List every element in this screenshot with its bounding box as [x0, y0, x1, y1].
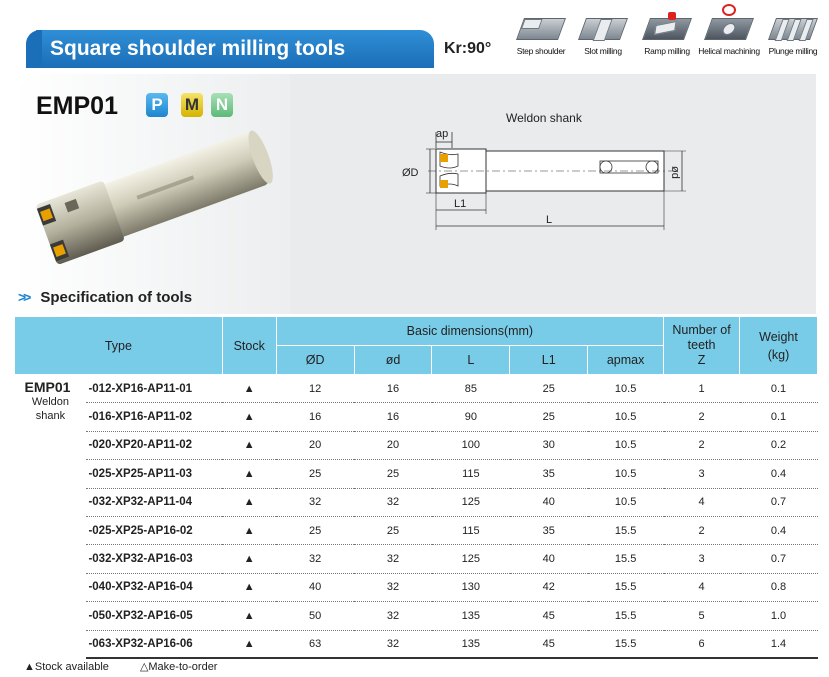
- col-d-shank: ød: [354, 346, 432, 375]
- operation-ramp-milling: Ramp milling: [636, 10, 698, 56]
- legend-stock-available: ▲Stock available: [24, 661, 109, 673]
- plunge-milling-icon: [768, 10, 818, 44]
- col-basic-dimensions: Basic dimensions(mm): [276, 317, 663, 346]
- table-row: -025-XP25-AP11-03 ▲ 25 25 115 35 10.5 3 0.4: [15, 460, 818, 488]
- section-title: >> Specification of tools: [18, 289, 193, 306]
- legend: [24, 660, 245, 673]
- step-shoulder-icon: [516, 10, 566, 44]
- spec-table: [14, 316, 818, 659]
- slot-milling-icon: [578, 10, 628, 44]
- dim-d-outer: ØD: [402, 167, 419, 179]
- group-cell: EMP01 Weldon shank: [15, 375, 87, 659]
- table-row: -050-XP32-AP16-05 ▲ 50 32 135 45 15.5 5 1.0: [15, 602, 818, 630]
- col-type: Type: [15, 317, 223, 375]
- operation-helical-machining: Helical machining: [698, 10, 760, 56]
- col-stock: Stock: [222, 317, 276, 375]
- col-d-outer: ØD: [276, 346, 354, 375]
- weldon-shank-drawing: [400, 124, 700, 240]
- operation-step-shoulder: Step shoulder: [510, 10, 572, 56]
- dim-l1: L1: [454, 198, 467, 210]
- col-l1: L1: [510, 346, 588, 375]
- table-row: -032-XP32-AP11-04 ▲ 32 32 125 40 10.5 4 0.7: [15, 488, 818, 516]
- dim-ap: ap: [436, 128, 449, 140]
- ramp-milling-icon: [642, 10, 692, 44]
- table-row: EMP01 Weldon shank -012-XP16-AP11-01 ▲ 12 16 85 25 10.5 1 0.1: [15, 375, 818, 403]
- col-teeth: Number of teeth Z: [664, 317, 740, 375]
- drawing-title: Weldon shank: [506, 111, 582, 125]
- kr-angle: Kr:90°: [444, 40, 492, 57]
- group-name: EMP01: [24, 379, 71, 395]
- col-apmax: apmax: [588, 346, 664, 375]
- material-badge-p: P: [146, 93, 168, 117]
- legend-make-to-order: △Make-to-order: [139, 661, 218, 673]
- dim-l: L: [546, 214, 553, 226]
- material-badge-m: M: [181, 93, 203, 117]
- dim-d-shank: ød: [669, 166, 681, 179]
- col-weight: Weight (kg): [740, 317, 818, 375]
- table-row: -025-XP25-AP16-02 ▲ 25 25 115 35 15.5 2 0.4: [15, 516, 818, 544]
- model-name: EMP01: [36, 92, 118, 120]
- double-chevron-icon: >>: [18, 289, 29, 305]
- page-title: Square shoulder milling tools: [36, 30, 434, 68]
- material-badge-n: N: [211, 93, 233, 117]
- table-row: -040-XP32-AP16-04 ▲ 40 32 130 42 15.5 4 0.8: [15, 573, 818, 601]
- table-row: -063-XP32-AP16-06 ▲ 63 32 135 45 15.5 6 1.4: [15, 630, 818, 658]
- table-row: -016-XP16-AP11-02 ▲ 16 16 90 25 10.5 2 0.1: [15, 403, 818, 431]
- table-row: -020-XP20-AP11-02 ▲ 20 20 100 30 10.5 2 0.2: [15, 431, 818, 459]
- operation-slot-milling: Slot milling: [572, 10, 634, 56]
- tool-photo: [30, 128, 280, 278]
- helical-machining-icon: [704, 10, 754, 44]
- operation-plunge-milling: Plunge milling: [762, 10, 824, 56]
- table-row: -032-XP32-AP16-03 ▲ 32 32 125 40 15.5 3 0.7: [15, 545, 818, 573]
- col-l: L: [432, 346, 510, 375]
